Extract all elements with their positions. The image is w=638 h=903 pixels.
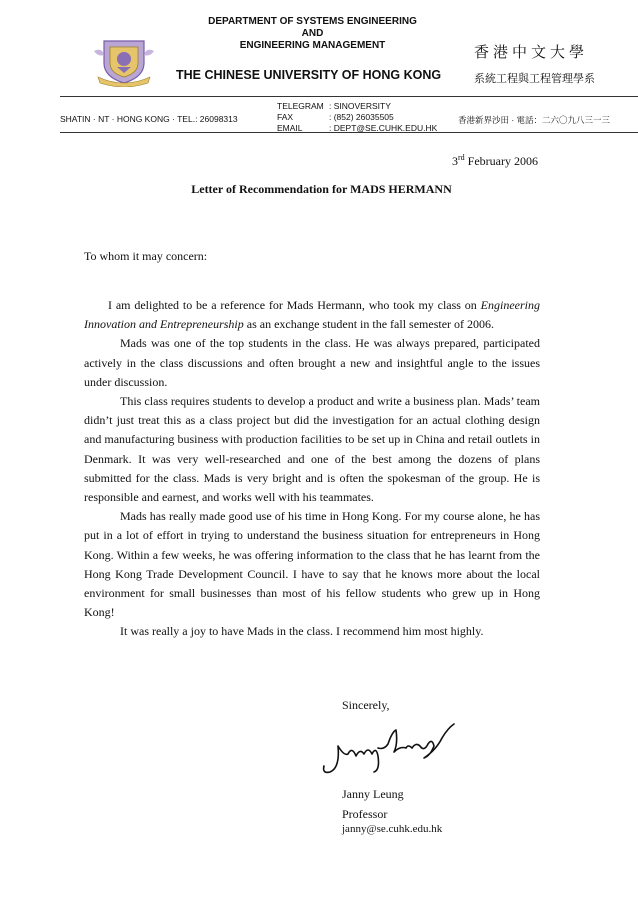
chinese-university-name: 香港中文大學: [474, 44, 589, 61]
paragraph-1: I am delighted to be a reference for Mads Hermann, who took my class on Engineering Innovation and Entrepreneurship as an exchange student in the fall semester of 2006.: [84, 298, 540, 332]
university-name: THE CHINESE UNIVERSITY OF HONG KONG: [176, 68, 442, 82]
contact-fax: FAX : (852) 26035505: [277, 112, 394, 122]
header-divider: [60, 96, 638, 97]
signature-icon: [318, 716, 458, 778]
crest-icon: [88, 37, 160, 87]
contact-telegram: TELEGRAM : SINOVERSITY: [277, 101, 391, 111]
paragraph-4: Mads has really made good use of his time in Hong Kong. For my course alone, he has put in a lot of effort in trying to understand the business situation for entrepreneurs in Hong Kong. Within a few weeks, he was offering information to the class that he has learnt from the Hong Kong Trade Development Council. I have to say that he knows more about the local environment for small businesses than most of his fellow students who grew up in Hong Kong!: [84, 509, 540, 620]
chinese-department-name: 系統工程與工程管理學系: [474, 73, 595, 85]
signer-email: janny@se.cuhk.edu.hk: [342, 823, 443, 835]
closing: Sincerely,: [342, 698, 390, 712]
chinese-address-line: 香港新界沙田 · 電話：二六〇九八三一三: [458, 115, 611, 125]
letter-body: [84, 296, 540, 642]
university-crest: [88, 37, 160, 87]
contact-email: EMAIL : DEPT@SE.CUHK.EDU.HK: [277, 123, 438, 133]
dept-line-3: ENGINEERING MANAGEMENT: [239, 40, 386, 51]
paragraph-3: This class requires students to develop a product and write a business plan. Mads’ team didn’t just treat this as a class project but did the investigation for an actual clothing design and manufacturing business with production facilities to be set up in China and retail outlets in Denmark. It was very well-researched and one of the best among the dozens of plans submitted for the class. Mads is very bright and is often the spokesman of the group. He is responsible and earnest, and works well with his teammates.: [84, 394, 540, 505]
signer-name: Janny Leung: [342, 787, 404, 801]
department-name: [170, 16, 455, 52]
letter-title: Letter of Recommendation for MADS HERMANN: [191, 182, 452, 196]
course-name: Engineering Innovation and Entrepreneurship: [84, 298, 540, 332]
address-line: SHATIN · NT · HONG KONG · TEL.: 26098313: [60, 114, 238, 124]
dept-line-1: DEPARTMENT OF SYSTEMS ENGINEERING: [208, 16, 417, 27]
contact-block: [277, 101, 457, 134]
header-divider-bottom: [60, 132, 638, 133]
letter-date: 3rd February 2006: [452, 153, 538, 168]
salutation: To whom it may concern:: [84, 249, 208, 263]
dept-line-2: AND: [301, 28, 324, 39]
signature: [318, 716, 458, 778]
signer-position: Professor: [342, 807, 388, 821]
paragraph-5: It was really a joy to have Mads in the class. I recommend him most highly.: [120, 624, 484, 639]
paragraph-2: Mads was one of the top students in the class. He was always prepared, participated actively in the class discussions and often brought a new and insightful angle to the issues under discussion.: [84, 336, 540, 389]
